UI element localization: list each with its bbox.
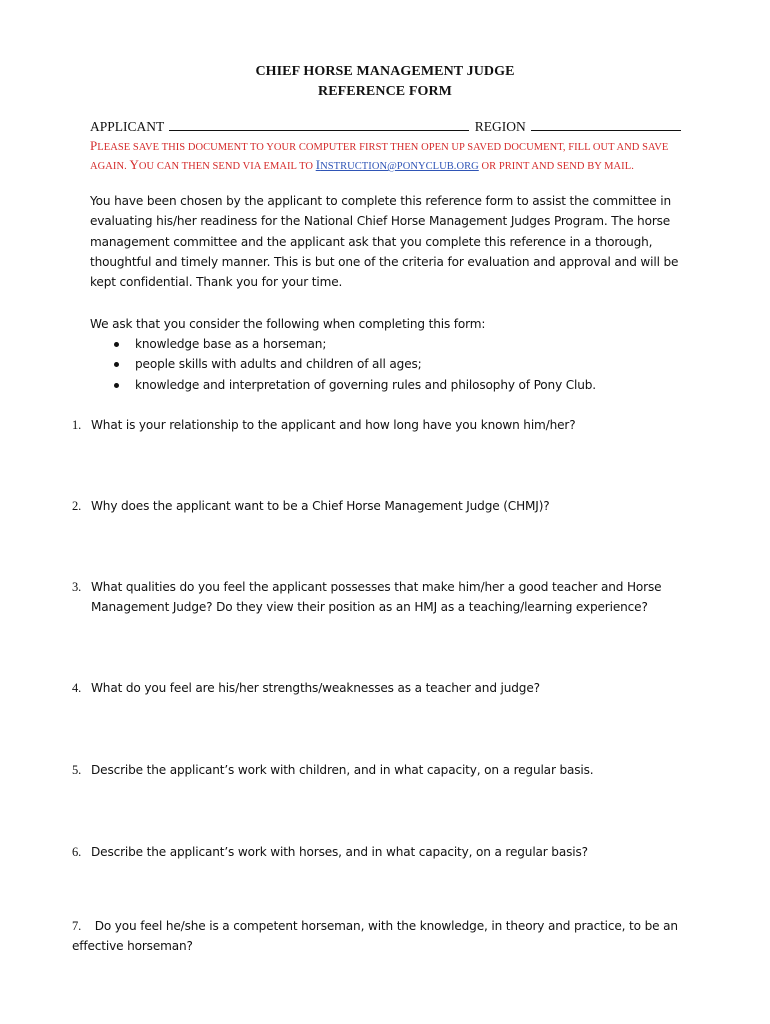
save-notice-line-1: [90, 138, 740, 154]
notice-line-2-b: OU CAN THEN SEND VIA EMAIL TO: [138, 161, 316, 172]
save-notice-line-2: [90, 157, 740, 173]
intro-line: management committee and the applicant ask that you complete this reference in a thorough,: [90, 234, 653, 249]
consider-list: [110, 334, 596, 395]
list-item: [110, 375, 596, 395]
question-text: What do you feel are his/her strengths/weaknesses as a teacher and judge?: [91, 681, 540, 695]
question-text-continued: effective horseman?: [72, 939, 193, 954]
applicant-label: APPLICANT: [90, 119, 165, 134]
email-rest: NSTRUCTION@PONYCLUB.ORG: [320, 161, 479, 172]
list-item-text: people skills with adults and children of all ages;: [135, 357, 422, 372]
question-7: [72, 916, 712, 957]
notice-line-2-a: AGAIN.: [90, 161, 130, 172]
question-3: [72, 577, 712, 618]
consider-lead: We ask that you consider the following when completing this form:: [90, 317, 486, 331]
question-number: 7.: [72, 919, 82, 933]
list-item: [110, 334, 596, 354]
question-text: Describe the applicant’s work with children, and in what capacity, on a regular basis.: [91, 763, 594, 777]
intro-line: You have been chosen by the applicant to complete this reference form to assist the committee in: [90, 194, 672, 208]
question-number: 1.: [72, 418, 82, 432]
question-number: 4.: [72, 681, 82, 695]
question-number: 3.: [72, 580, 82, 594]
question-2: [72, 496, 712, 516]
email-link[interactable]: [315, 157, 479, 172]
question-text: What is your relationship to the applicant and how long have you known him/her?: [91, 418, 576, 432]
question-number: 6.: [72, 845, 82, 859]
notice-line-1-text: LEASE SAVE THIS DOCUMENT TO YOUR COMPUTER FIRST THEN OPEN UP SAVED DOCUMENT, FILL OUT AND SAVE: [97, 142, 669, 153]
intro-line: evaluating his/her readiness for the National Chief Horse Management Judges Program. The horse: [90, 214, 671, 229]
question-6: [72, 842, 712, 862]
list-item: [110, 354, 596, 374]
applicant-region-line: [90, 119, 683, 135]
applicant-field[interactable]: [169, 119, 469, 131]
bullet-icon: [114, 362, 119, 367]
list-item-text: knowledge base as a horseman;: [135, 337, 327, 351]
intro-paragraph: [90, 191, 730, 292]
question-text: What qualities do you feel the applicant possesses that make him/her a good teacher and Horse: [91, 580, 662, 594]
bullet-icon: [114, 342, 119, 347]
notice-line-2-c: OR PRINT AND SEND BY MAIL.: [478, 161, 634, 172]
email-cap: I: [315, 157, 321, 172]
question-text-continued: Management Judge? Do they view their position as an HMJ as a teaching/learning experience?: [91, 600, 648, 615]
list-item-text: knowledge and interpretation of governing rules and philosophy of Pony Club.: [135, 377, 597, 392]
intro-line: thoughtful and timely manner. This is but one of the criteria for evaluation and approval and will be: [90, 254, 679, 269]
form-title-line-1: CHIEF HORSE MANAGEMENT JUDGE: [255, 64, 515, 79]
intro-line: kept confidential. Thank you for your time.: [90, 275, 343, 290]
region-label: REGION: [474, 119, 526, 134]
question-number: 5.: [72, 763, 82, 777]
notice-cap-p: P: [90, 138, 98, 153]
question-4: [72, 678, 712, 698]
notice-cap-y: Y: [129, 157, 139, 172]
question-text: Do you feel he/she is a competent horseman, with the knowledge, in theory and practice, to be an: [91, 919, 678, 933]
region-field[interactable]: [531, 119, 681, 131]
bullet-icon: [114, 383, 119, 388]
question-number: 2.: [72, 499, 82, 513]
question-text: Why does the applicant want to be a Chief Horse Management Judge (CHMJ)?: [91, 499, 550, 513]
question-text: Describe the applicant’s work with horses, and in what capacity, on a regular basis?: [91, 845, 588, 859]
question-5: [72, 760, 712, 780]
question-1: [72, 415, 712, 435]
form-title-line-2: REFERENCE FORM: [317, 84, 452, 99]
